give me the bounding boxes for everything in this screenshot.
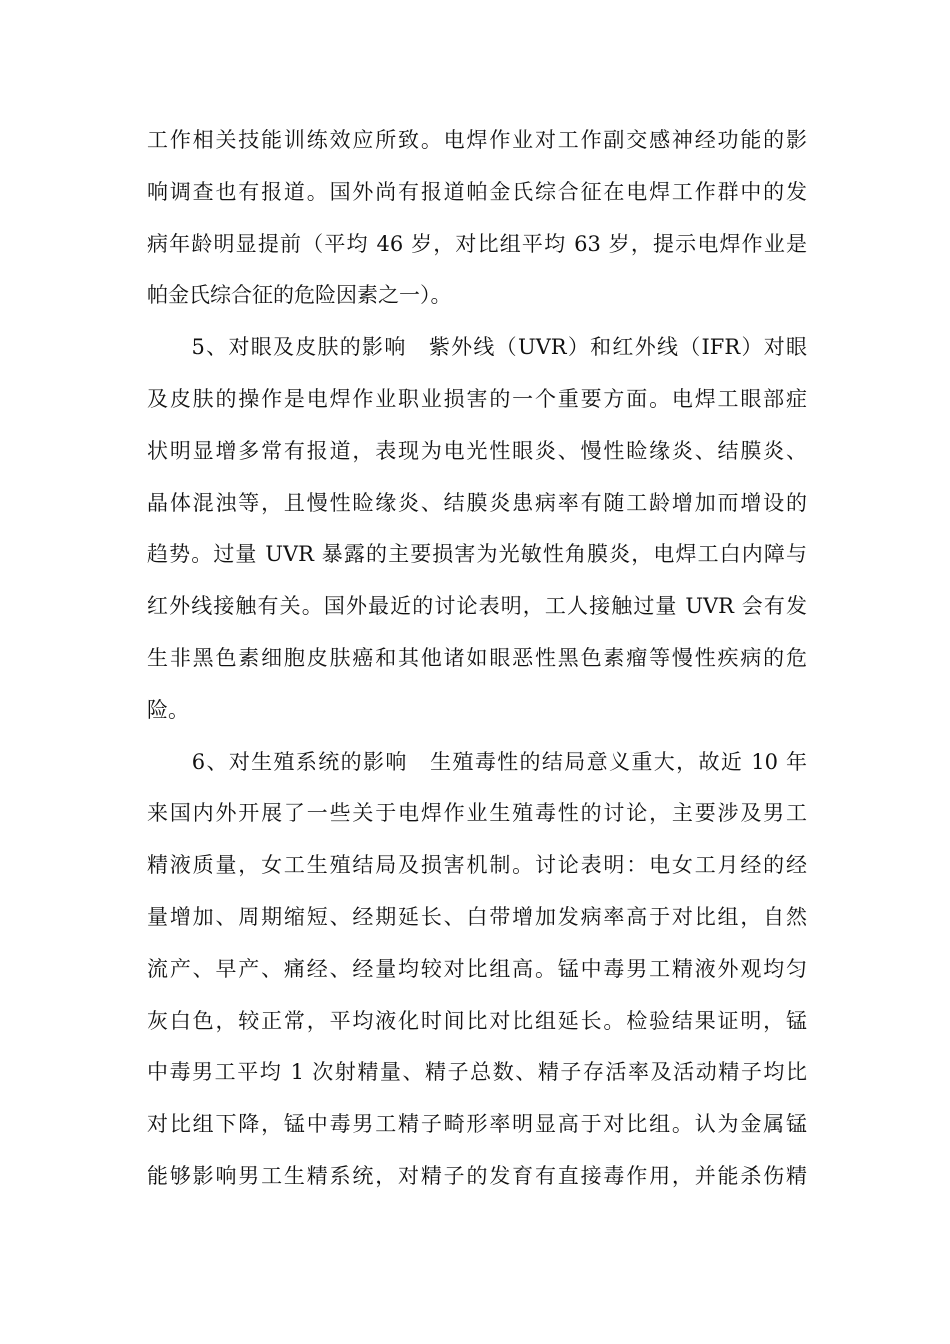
text-line: 病年龄明显提前（平均 46 岁，对比组平均 63 岁，提示电焊作业是 — [147, 231, 807, 256]
paragraph-eye-skin — [147, 322, 807, 736]
text-line: 状明显增多常有报道，表现为电光性眼炎、慢性睑缘炎、结膜炎、 — [147, 438, 807, 463]
text-line: 量增加、周期缩短、经期延长、白带增加发病率高于对比组，自然 — [147, 904, 807, 929]
text-line: 来国内外开展了一些关于电焊作业生殖毒性的讨论，主要涉及男工 — [147, 801, 807, 826]
text-line: 对比组下降，锰中毒男工精子畸形率明显高于对比组。认为金属锰 — [147, 1112, 807, 1137]
text-line: 红外线接触有关。国外最近的讨论表明，工人接触过量 UVR 会有发 — [147, 594, 807, 619]
section-heading-line: 6、对生殖系统的影响 生殖毒性的结局意义重大，故近 10 年 — [147, 749, 807, 774]
text-line: 险。 — [147, 697, 189, 722]
text-line: 帕金氏综合征的危险因素之一）。 — [147, 283, 452, 308]
text-line: 生非黑色素细胞皮肤癌和其他诸如眼恶性黑色素瘤等慢性疾病的危 — [147, 645, 807, 670]
section-heading-line: 5、对眼及皮肤的影响 紫外线（UVR）和红外线（IFR）对眼 — [147, 335, 807, 360]
text-line: 趋势。过量 UVR 暴露的主要损害为光敏性角膜炎，电焊工白内障与 — [147, 542, 807, 567]
text-line: 响调查也有报道。国外尚有报道帕金氏综合征在电焊工作群中的发 — [147, 179, 807, 204]
body-text — [147, 115, 807, 1203]
text-line: 工作相关技能训练效应所致。电焊作业对工作副交感神经功能的影 — [147, 128, 807, 152]
text-line: 流产、早产、痛经、经量均较对比组高。锰中毒男工精液外观均匀 — [147, 956, 807, 981]
text-line: 晶体混浊等，且慢性睑缘炎、结膜炎患病率有随工龄增加而增设的 — [147, 490, 807, 515]
paragraph-parkinson — [147, 115, 807, 322]
text-line: 中毒男工平均 1 次射精量、精子总数、精子存活率及活动精子均比 — [147, 1060, 807, 1085]
text-line: 精液质量，女工生殖结局及损害机制。讨论表明：电女工月经的经 — [147, 853, 807, 878]
paragraph-reproductive — [147, 737, 807, 1203]
text-line: 及皮肤的操作是电焊作业职业损害的一个重要方面。电焊工眼部症 — [147, 386, 807, 411]
text-line: 灰白色，较正常，平均液化时间比对比组延长。检验结果证明，锰 — [147, 1008, 807, 1033]
text-line: 能够影响男工生精系统，对精子的发育有直接毒作用，并能杀伤精 — [147, 1163, 807, 1188]
